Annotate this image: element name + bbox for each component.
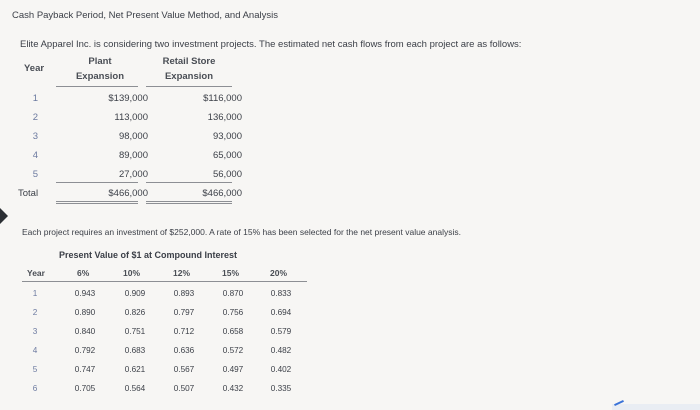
pv-year-cell: 1 — [32, 289, 38, 298]
pv-header-year: Year — [27, 268, 45, 278]
pv-year-cell: 2 — [32, 308, 38, 317]
cf-retail-header-rule — [146, 86, 232, 87]
cf-plant-double-rule-1 — [56, 201, 138, 202]
pv-cell: 0.335 — [270, 384, 292, 393]
pv-cell: 0.658 — [222, 327, 244, 336]
cf-plant-header-rule — [56, 86, 138, 87]
pv-cell: 0.870 — [222, 289, 244, 298]
pv-cell: 0.890 — [74, 308, 96, 317]
pv-cell: 0.943 — [74, 289, 96, 298]
pv-cell: 0.482 — [270, 346, 292, 355]
pv-cell: 0.507 — [173, 384, 195, 393]
cf-year-cell: 2 — [32, 112, 38, 123]
pv-header-10: 10% — [123, 268, 141, 278]
pv-year-cell: 4 — [32, 346, 38, 355]
cf-year-cell: 3 — [32, 131, 38, 142]
cf-plant-header — [68, 54, 132, 84]
pv-cell: 0.712 — [173, 327, 195, 336]
pv-year-cell: 3 — [32, 327, 38, 336]
cf-retail-cell: 56,000 — [212, 169, 242, 180]
pv-cell: 0.567 — [173, 365, 195, 374]
cf-plant-cell: 89,000 — [118, 150, 148, 161]
pv-cell: 0.402 — [270, 365, 292, 374]
pv-header-rule — [22, 281, 307, 282]
cf-retail-total: $466,000 — [202, 188, 242, 199]
cf-retail-total-rule — [146, 182, 232, 183]
pv-cell: 0.432 — [222, 384, 244, 393]
pv-cell: 0.497 — [222, 365, 244, 374]
pv-header-12: 12% — [173, 268, 191, 278]
intro-text: Elite Apparel Inc. is considering two investment projects. The estimated net cash flows from each project are as follows: — [20, 39, 522, 50]
cf-plant-header-line2: Expansion — [75, 71, 125, 82]
cf-plant-cell: $139,000 — [108, 93, 148, 104]
pv-cell: 0.751 — [124, 327, 146, 336]
bottom-edge-bar — [612, 404, 700, 410]
cf-retail-cell: 93,000 — [212, 131, 242, 142]
cf-year-cell: 1 — [32, 93, 38, 104]
cf-year-header: Year — [24, 63, 45, 74]
pv-cell: 0.705 — [74, 384, 96, 393]
cf-plant-cell: 113,000 — [114, 112, 148, 123]
pv-cell: 0.564 — [124, 384, 146, 393]
investment-note: Each project requires an investment of $252,000. A rate of 15% has been selected for the net present value analysis. — [22, 227, 461, 237]
pv-header-20: 20% — [270, 268, 288, 278]
pv-cell: 0.792 — [74, 346, 96, 355]
pv-year-cell: 5 — [32, 365, 38, 374]
cf-retail-header-line1: Retail Store — [162, 56, 216, 67]
pv-cell: 0.683 — [124, 346, 146, 355]
pv-year-cell: 6 — [32, 384, 38, 393]
cf-retail-header-line2: Expansion — [164, 71, 214, 82]
cf-plant-cell: 98,000 — [118, 131, 148, 142]
pv-cell: 0.694 — [270, 308, 292, 317]
cf-retail-double-rule-1 — [146, 201, 232, 202]
page-title: Cash Payback Period, Net Present Value Method, and Analysis — [12, 10, 278, 21]
pv-cell: 0.636 — [173, 346, 195, 355]
cf-year-cell: 5 — [32, 169, 38, 180]
pv-cell: 0.747 — [74, 365, 96, 374]
cf-plant-total-rule — [56, 182, 138, 183]
cf-retail-double-rule-2 — [146, 203, 232, 204]
cf-total-label: Total — [18, 188, 39, 199]
cf-retail-cell: 65,000 — [212, 150, 242, 161]
cf-plant-total: $466,000 — [108, 188, 148, 199]
pv-cell: 0.756 — [222, 308, 244, 317]
cf-retail-cell: 136,000 — [207, 112, 242, 123]
cf-plant-cell: 27,000 — [118, 169, 148, 180]
pv-cell: 0.621 — [124, 365, 146, 374]
pv-cell: 0.579 — [270, 327, 292, 336]
pv-cell: 0.826 — [124, 308, 146, 317]
pv-cell: 0.909 — [124, 289, 146, 298]
pv-table-title: Present Value of $1 at Compound Interest — [59, 250, 238, 260]
cf-plant-header-line1: Plant — [88, 56, 112, 67]
pv-header-15: 15% — [222, 268, 240, 278]
cf-retail-cell: $116,000 — [203, 93, 242, 104]
pv-cell: 0.893 — [173, 289, 195, 298]
pv-cell: 0.572 — [222, 346, 244, 355]
pv-header-6: 6% — [77, 268, 90, 278]
pv-cell: 0.840 — [74, 327, 96, 336]
cf-plant-double-rule-2 — [56, 203, 138, 204]
pv-cell: 0.833 — [270, 289, 292, 298]
cf-retail-header — [157, 54, 221, 84]
expand-arrow-icon[interactable] — [0, 208, 8, 224]
pv-cell: 0.797 — [173, 308, 195, 317]
cf-year-cell: 4 — [32, 150, 38, 161]
